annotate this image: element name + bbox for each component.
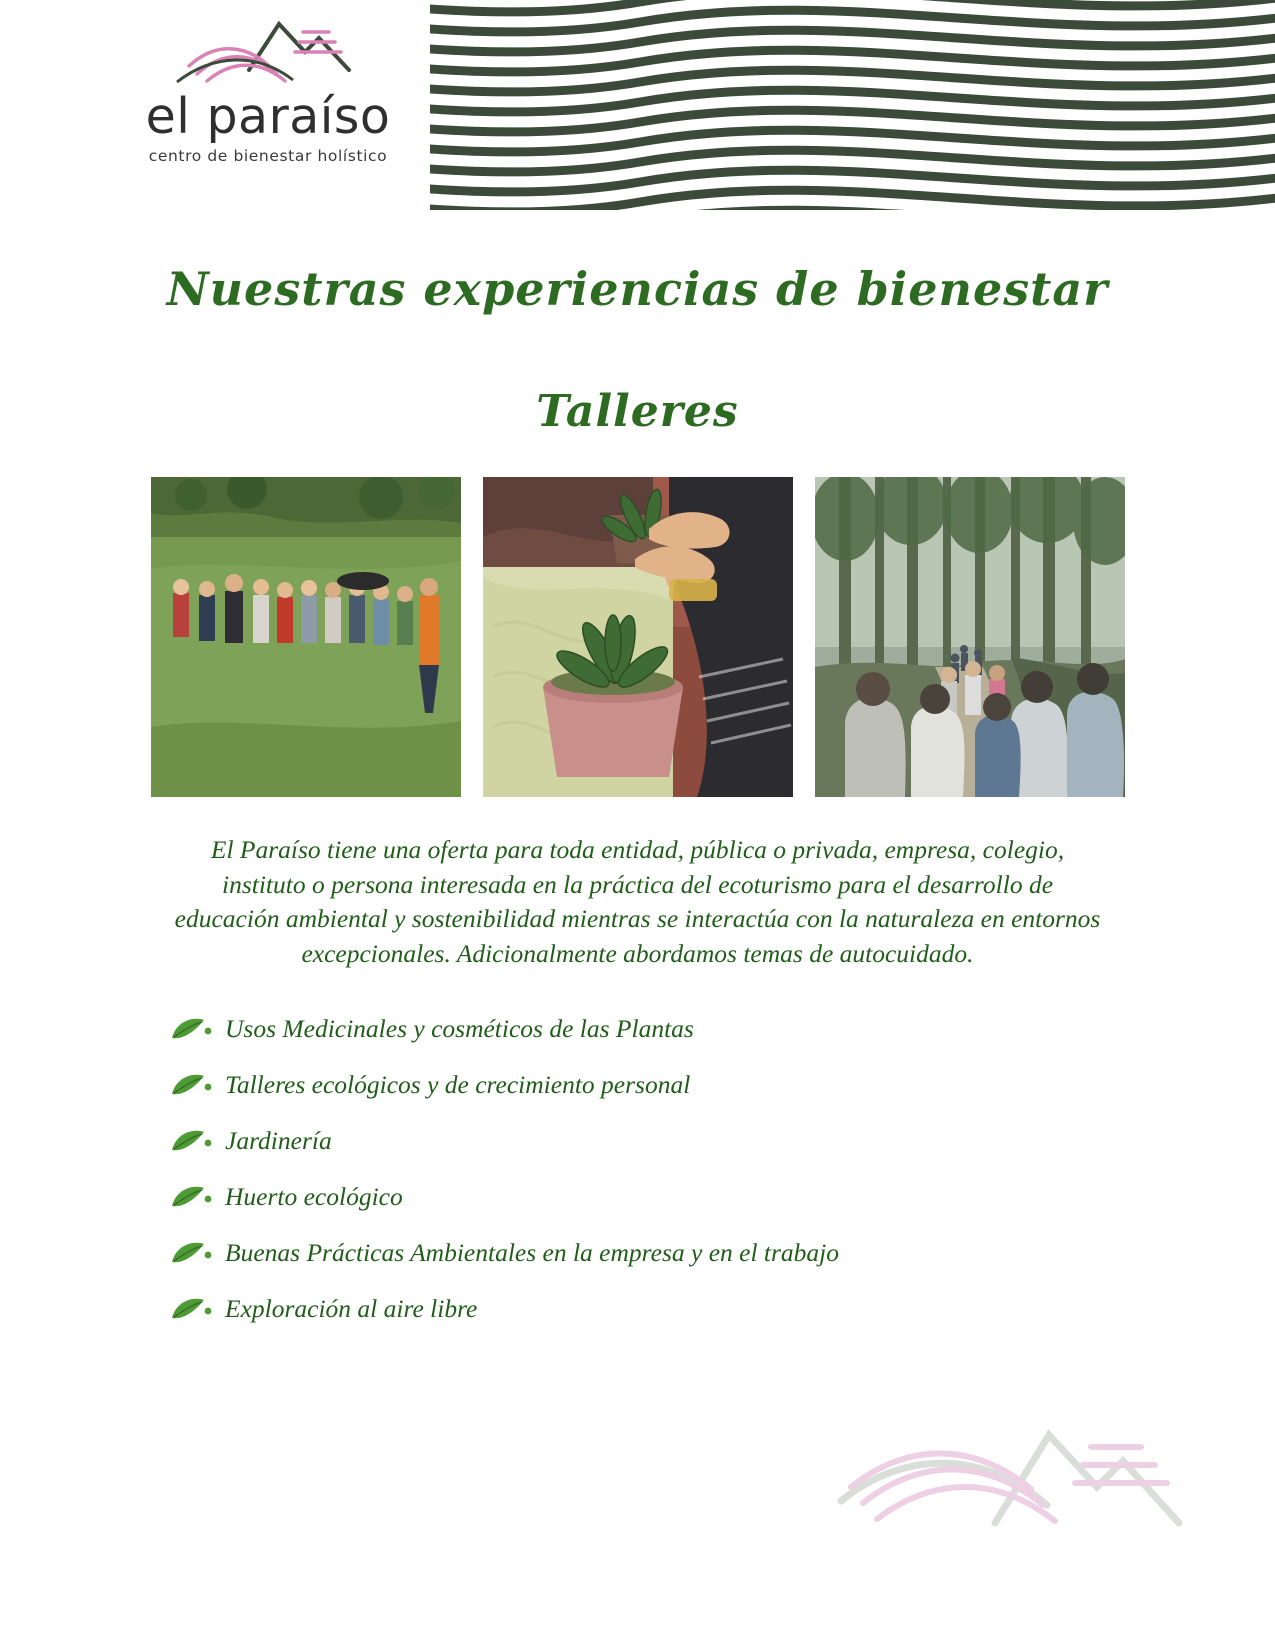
section-title: Talleres xyxy=(536,386,739,437)
leaf-icon xyxy=(170,1240,212,1266)
list-item-label: Jardinería xyxy=(225,1125,332,1155)
photo-row xyxy=(0,477,1275,797)
mountain-waves-watermark-icon xyxy=(835,1405,1205,1545)
list-item xyxy=(170,1126,1275,1156)
list-item-label: Exploración al aire libre xyxy=(225,1293,478,1323)
list-item xyxy=(170,1070,1275,1100)
workshop-list xyxy=(170,1014,1275,1324)
leaf-icon xyxy=(170,1296,212,1322)
mountain-waves-logo-icon xyxy=(153,8,383,90)
page-title: Nuestras experiencias de bienestar xyxy=(166,262,1109,316)
leaf-icon xyxy=(170,1072,212,1098)
logo-tagline: centro de bienestar holístico xyxy=(148,147,388,165)
list-item xyxy=(170,1294,1275,1324)
leaf-icon xyxy=(170,1016,212,1042)
list-item-label: Usos Medicinales y cosméticos de las Plantas xyxy=(225,1013,694,1043)
list-item xyxy=(170,1182,1275,1212)
list-item xyxy=(170,1014,1275,1044)
list-item-label: Huerto ecológico xyxy=(225,1181,403,1211)
list-item-label: Buenas Prácticas Ambientales en la empresa y en el trabajo xyxy=(225,1237,840,1267)
logo-title: el paraíso xyxy=(145,88,391,145)
brand-logo xyxy=(118,8,418,198)
group-outdoors-photo xyxy=(151,477,461,797)
intro-paragraph: El Paraíso tiene una oferta para toda entidad, pública o privada, empresa, colegio, instituto o persona interesada en la práctica del ecoturismo para el desarrollo de educación ambiental y sostenibilidad mientras se interactúa con la naturaleza en entornos excepcionales. Adicionalmente abordamos temas de autocuidado. xyxy=(174,835,1101,969)
leaf-icon xyxy=(170,1128,212,1154)
plant-hands-photo xyxy=(483,477,793,797)
forest-hike-photo xyxy=(815,477,1125,797)
list-item-label: Talleres ecológicos y de crecimiento personal xyxy=(225,1069,691,1099)
header-band xyxy=(0,0,1275,210)
list-item xyxy=(170,1238,1275,1268)
leaf-icon xyxy=(170,1184,212,1210)
